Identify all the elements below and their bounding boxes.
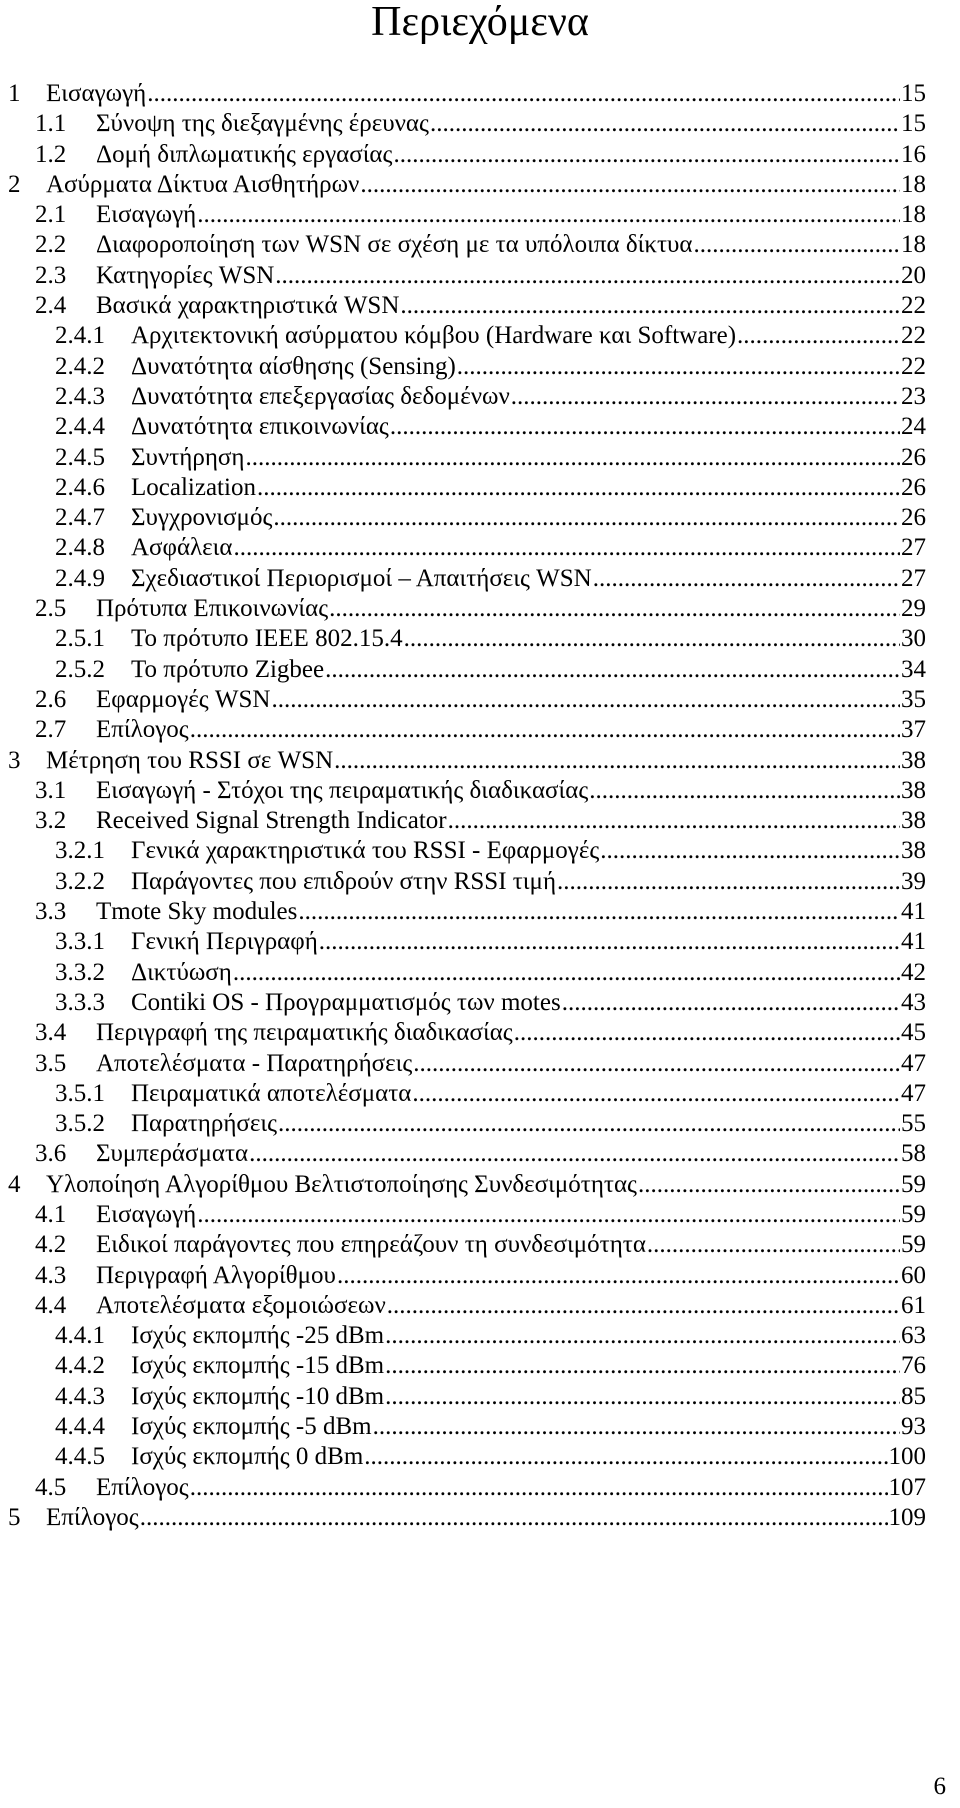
toc-entry-title: Σύνοψη της διεξαγμένης έρευνας	[96, 110, 429, 138]
toc-entry-title: Ασφάλεια	[131, 534, 233, 562]
toc-entry-page: 26	[901, 443, 926, 471]
toc-entry-page: 43	[901, 988, 926, 1016]
dot-leader	[329, 594, 900, 624]
toc-entry-page: 35	[901, 685, 926, 713]
toc-entry-number: 4.1	[35, 1200, 67, 1228]
toc-entry-page: 100	[888, 1443, 926, 1471]
toc-entry-number: 1	[8, 80, 21, 107]
dot-leader	[197, 200, 900, 230]
toc-entry-line	[131, 443, 926, 473]
toc-entry-page: 38	[901, 746, 926, 774]
toc-entry-number: 3.5	[35, 1049, 67, 1077]
toc-entry-line	[131, 624, 926, 654]
toc-entry[interactable]	[0, 958, 960, 988]
dot-leader	[638, 1170, 900, 1200]
toc-entry-page: 38	[901, 776, 926, 804]
toc-entry-title: Επίλογος	[96, 1473, 189, 1501]
toc-entry-number: 2.4.6	[55, 473, 105, 501]
toc-entry-title: Δυνατότητα επεξεργασίας δεδομένων	[131, 382, 510, 410]
toc-entry-page: 20	[901, 261, 926, 289]
toc-entry[interactable]	[0, 1382, 960, 1412]
toc-entry[interactable]	[0, 715, 960, 745]
toc-entry-line	[131, 321, 926, 351]
toc-entry-page: 76	[901, 1352, 926, 1380]
toc-entry[interactable]	[0, 140, 960, 170]
toc-entry-line	[96, 1200, 926, 1230]
toc-entry-line	[131, 1321, 926, 1351]
toc-entry-page: 109	[888, 1503, 926, 1531]
toc-entry-number: 2.4.8	[55, 534, 105, 562]
toc-entry-number: 3.2.2	[55, 867, 105, 895]
toc-entry-number: 4.4.2	[55, 1352, 105, 1380]
toc-entry[interactable]	[0, 109, 960, 139]
toc-entry-number: 4.4.3	[55, 1382, 105, 1410]
toc-entry-number: 2.4.1	[55, 322, 105, 350]
toc-entry-title: Ισχύς εκπομπής -5 dBm	[131, 1413, 372, 1441]
toc-entry-page: 58	[901, 1140, 926, 1168]
toc-entry-number: 3.5.1	[55, 1079, 105, 1107]
toc-entry-line	[96, 806, 926, 836]
toc-entry-line	[131, 564, 926, 594]
toc-entry-line	[131, 473, 926, 503]
toc-entry-title: Κατηγορίες WSN	[96, 261, 275, 289]
toc-entry-line	[96, 140, 926, 170]
toc-entry-line	[96, 291, 926, 321]
toc-entry-number: 2.2	[35, 231, 67, 259]
toc-entry-line	[131, 1351, 926, 1381]
toc-entry-line	[96, 1139, 926, 1169]
toc-entry-page: 38	[901, 807, 926, 835]
toc-entry-page: 63	[901, 1322, 926, 1350]
dot-leader	[190, 1473, 888, 1503]
toc-entry-number: 2.7	[35, 716, 67, 744]
toc-entry-page: 22	[901, 352, 926, 380]
toc-entry-title: Αρχιτεκτονική ασύρματου κόμβου (Hardware και Software)	[131, 322, 737, 350]
toc-entry-page: 38	[901, 837, 926, 865]
toc-entry-line	[131, 352, 926, 382]
dot-leader	[593, 564, 900, 594]
dot-leader	[413, 1049, 900, 1079]
toc-entry[interactable]	[0, 412, 960, 442]
toc-entry-line	[96, 1473, 926, 1503]
dot-leader	[319, 927, 900, 957]
toc-entry[interactable]	[0, 806, 960, 836]
toc-entry-line	[96, 1291, 926, 1321]
toc-entry-page: 59	[901, 1200, 926, 1228]
toc-entry-title: Αποτελέσματα - Παρατηρήσεις	[96, 1049, 413, 1077]
toc-entry-line	[131, 1382, 926, 1412]
toc-entry-line	[46, 79, 926, 109]
toc-entry-line	[131, 927, 926, 957]
toc-entry-title: Localization	[131, 473, 256, 501]
dot-leader	[385, 1382, 900, 1412]
dot-leader	[234, 533, 900, 563]
toc-entry-number: 2.4.3	[55, 382, 105, 410]
dot-leader	[390, 412, 900, 442]
toc-entry-line	[131, 1079, 926, 1109]
toc-entry-title: Συμπεράσματα	[96, 1140, 249, 1168]
toc-entry-number: 2.4.7	[55, 504, 105, 532]
toc-entry-page: 47	[901, 1079, 926, 1107]
dot-leader	[257, 473, 900, 503]
toc-entry-number: 2.4.2	[55, 352, 105, 380]
toc-entry-number: 2.5	[35, 595, 67, 623]
toc-entry-title: Το πρότυπο Zigbee	[131, 655, 325, 683]
toc-entry-page: 59	[901, 1170, 926, 1198]
toc-entry[interactable]	[0, 1139, 960, 1169]
toc-entry-title: Ισχύς εκπομπής -10 dBm	[131, 1382, 385, 1410]
toc-entry-number: 2.6	[35, 685, 67, 713]
toc-entry[interactable]	[0, 1079, 960, 1109]
toc-entry-title: Αποτελέσματα εξομοιώσεων	[96, 1291, 386, 1319]
toc-entry[interactable]	[0, 503, 960, 533]
dot-leader	[514, 1018, 900, 1048]
toc-entry-title: Επίλογος	[46, 1503, 139, 1531]
toc-entry[interactable]	[0, 533, 960, 563]
toc-entry-page: 23	[901, 382, 926, 410]
toc-entry-line	[96, 261, 926, 291]
toc-entry-page: 42	[901, 958, 926, 986]
toc-entry[interactable]	[0, 1018, 960, 1048]
toc-entry-number: 1.1	[35, 110, 67, 138]
toc-entry-title: Δικτύωση	[131, 958, 232, 986]
toc-entry[interactable]	[0, 200, 960, 230]
toc-entry[interactable]	[0, 1412, 960, 1442]
dot-leader	[334, 746, 900, 776]
toc-entry-page: 18	[901, 201, 926, 229]
toc-entry-page: 24	[901, 413, 926, 441]
toc-entry-line	[96, 594, 926, 624]
toc-entry-page: 37	[901, 716, 926, 744]
toc-entry-line	[131, 988, 926, 1018]
toc-entry-line	[131, 1109, 926, 1139]
dot-leader	[271, 685, 900, 715]
toc-entry-number: 2.4.9	[55, 564, 105, 592]
toc-entry-title: Το πρότυπο IEEE 802.15.4	[131, 625, 403, 653]
dot-leader	[190, 715, 900, 745]
toc-entry-title: Εφαρμογές WSN	[96, 685, 271, 713]
toc-entry[interactable]	[0, 170, 960, 200]
dot-leader	[140, 1503, 888, 1533]
toc-entry-number: 3.3.2	[55, 958, 105, 986]
toc-entry-number: 2.4.4	[55, 413, 105, 441]
toc-entry-line	[131, 836, 926, 866]
toc-entry-page: 41	[901, 898, 926, 926]
toc-entry[interactable]	[0, 1321, 960, 1351]
toc-entry[interactable]	[0, 655, 960, 685]
toc-entry-title: Ασύρματα Δίκτυα Αισθητήρων	[46, 170, 360, 198]
toc-entry[interactable]	[0, 776, 960, 806]
toc-entry-page: 26	[901, 504, 926, 532]
toc-entry-title: Tmote Sky modules	[96, 898, 298, 926]
dot-leader	[275, 261, 900, 291]
toc-entry-title: Συντήρηση	[131, 443, 245, 471]
toc-entry-title: Σχεδιαστικοί Περιορισμοί – Απαιτήσεις WSN	[131, 564, 592, 592]
toc-entry-line	[96, 685, 926, 715]
toc-entry-line	[96, 897, 926, 927]
dot-leader	[737, 321, 900, 351]
toc-entry-title: Δομή διπλωματικής εργασίας	[96, 140, 393, 168]
toc-entry-line	[46, 1170, 926, 1200]
toc-entry-title: Περιγραφή Αλγορίθμου	[96, 1261, 336, 1289]
toc-entry-number: 4.4.4	[55, 1413, 105, 1441]
toc-entry-line	[131, 382, 926, 412]
toc-entry-title: Ισχύς εκπομπής -15 dBm	[131, 1352, 385, 1380]
toc-entry-line	[96, 1049, 926, 1079]
toc-entry-page: 45	[901, 1019, 926, 1047]
toc-entry-line	[131, 1442, 926, 1472]
toc-entry-number: 4.4.1	[55, 1322, 105, 1350]
dot-leader	[249, 1139, 900, 1169]
toc-entry[interactable]	[0, 230, 960, 260]
toc-entry-number: 2.5.1	[55, 625, 105, 653]
toc-entry[interactable]	[0, 624, 960, 654]
toc-entry-number: 3.2	[35, 807, 67, 835]
toc-entry-title: Πειραματικά αποτελέσματα	[131, 1079, 412, 1107]
toc-entry-line	[131, 867, 926, 897]
toc-entry-title: Γενικά χαρακτηριστικά του RSSI - Εφαρμογές	[131, 837, 600, 865]
toc-entry-number: 3.6	[35, 1140, 67, 1168]
toc-entry-number: 4.4.5	[55, 1443, 105, 1471]
toc-entry-page: 16	[901, 140, 926, 168]
toc-entry-number: 3.3.1	[55, 928, 105, 956]
dot-leader	[412, 1079, 900, 1109]
toc-entry[interactable]	[0, 1473, 960, 1503]
toc-entry[interactable]	[0, 564, 960, 594]
toc-entry[interactable]	[0, 382, 960, 412]
dot-leader	[385, 1321, 900, 1351]
toc-entry-line	[131, 533, 926, 563]
toc-entry-title: Διαφοροποίηση των WSN σε σχέση με τα υπόλοιπα δίκτυα	[96, 231, 693, 259]
toc-entry[interactable]	[0, 1351, 960, 1381]
toc-entry-page: 15	[901, 80, 926, 107]
dot-leader	[393, 140, 900, 170]
toc-entry-line	[96, 1230, 926, 1260]
toc-entry-line	[96, 776, 926, 806]
toc-entry-title: Επίλογος	[96, 716, 189, 744]
toc-entry-page: 15	[901, 110, 926, 138]
toc-entry[interactable]	[0, 473, 960, 503]
toc-entry-title: Εισαγωγή	[96, 201, 197, 229]
dot-leader	[457, 352, 900, 382]
toc-entry[interactable]	[0, 443, 960, 473]
toc-entry-title: Παράγοντες που επιδρούν στην RSSI τιμή	[131, 867, 557, 895]
toc-entry-page: 30	[901, 625, 926, 653]
toc-entry[interactable]	[0, 1200, 960, 1230]
toc-entry-page: 61	[901, 1291, 926, 1319]
toc-entry-title: Δυνατότητα επικοινωνίας	[131, 413, 389, 441]
toc-entry-title: Ειδικοί παράγοντες που επηρεάζουν τη συνδεσιμότητα	[96, 1231, 646, 1259]
toc-entry-page: 59	[901, 1231, 926, 1259]
toc-entry-page: 18	[901, 231, 926, 259]
dot-leader	[360, 170, 900, 200]
toc-entry[interactable]	[0, 897, 960, 927]
toc-entry[interactable]	[0, 1442, 960, 1472]
toc-entry-line	[96, 715, 926, 745]
toc-entry-line	[46, 170, 926, 200]
page-title: Περιεχόμενα	[371, 0, 589, 45]
toc-entry-page: 39	[901, 867, 926, 895]
toc-entry-number: 2.1	[35, 201, 67, 229]
toc-entry-number: 3.2.1	[55, 837, 105, 865]
toc-entry[interactable]	[0, 1109, 960, 1139]
toc-entry-page: 22	[901, 322, 926, 350]
toc-entry[interactable]	[0, 836, 960, 866]
dot-leader	[337, 1261, 900, 1291]
toc-entry-page: 85	[901, 1382, 926, 1410]
toc-entry-page: 22	[901, 292, 926, 320]
dot-leader	[298, 897, 900, 927]
toc-entry-page: 26	[901, 473, 926, 501]
toc-entry-title: Ισχύς εκπομπής -25 dBm	[131, 1322, 385, 1350]
toc-entry[interactable]	[0, 927, 960, 957]
toc-entry-number: 3.3.3	[55, 988, 105, 1016]
toc-entry-page: 18	[901, 170, 926, 198]
toc-entry[interactable]	[0, 867, 960, 897]
toc-entry-number: 4	[8, 1170, 21, 1198]
toc-entry[interactable]	[0, 1230, 960, 1260]
dot-leader	[385, 1351, 900, 1381]
toc-entry-number: 4.5	[35, 1473, 67, 1501]
toc-entry-page: 41	[901, 928, 926, 956]
dot-leader	[693, 230, 900, 260]
toc-entry-number: 4.3	[35, 1261, 67, 1289]
toc-entry-title: Βασικά χαρακτηριστικά WSN	[96, 292, 400, 320]
toc-entry-title: Ισχύς εκπομπής 0 dBm	[131, 1443, 364, 1471]
toc-entry-title: Περιγραφή της πειραματικής διαδικασίας	[96, 1019, 513, 1047]
toc-entry-number: 2.4.5	[55, 443, 105, 471]
toc-entry-title: Μέτρηση του RSSI σε WSN	[46, 746, 334, 774]
toc-entry-number: 3.4	[35, 1019, 67, 1047]
toc-entry-number: 2	[8, 170, 21, 198]
toc-entry-page: 55	[901, 1110, 926, 1138]
page-number: 6	[933, 1773, 946, 1800]
toc-entry-line	[96, 1018, 926, 1048]
dot-leader	[430, 109, 900, 139]
dot-leader	[600, 836, 900, 866]
toc-entry-line	[131, 412, 926, 442]
toc-entry-number: 3.3	[35, 898, 67, 926]
dot-leader	[278, 1109, 900, 1139]
toc-entry-title: Received Signal Strength Indicator	[96, 807, 447, 835]
toc-entry[interactable]	[0, 1291, 960, 1321]
toc-entry[interactable]	[0, 291, 960, 321]
toc-entry-line	[96, 109, 926, 139]
toc-entry[interactable]	[0, 1170, 960, 1200]
toc-entry-number: 2.4	[35, 292, 67, 320]
toc-entry-line	[96, 230, 926, 260]
toc-entry-line	[46, 1503, 926, 1533]
toc-entry[interactable]	[0, 594, 960, 624]
toc-entry-number: 2.3	[35, 261, 67, 289]
toc-entry-line	[131, 1412, 926, 1442]
toc-entry-title: Συγχρονισμός	[131, 504, 273, 532]
dot-leader	[273, 503, 900, 533]
dot-leader	[364, 1442, 887, 1472]
dot-leader	[147, 79, 900, 109]
toc-entry-number: 2.5.2	[55, 655, 105, 683]
toc-entry[interactable]	[0, 988, 960, 1018]
toc-entry-page: 27	[901, 564, 926, 592]
dot-leader	[400, 291, 900, 321]
toc-entry-line	[96, 200, 926, 230]
toc-entry-line	[131, 503, 926, 533]
toc-entry-number: 5	[8, 1503, 21, 1531]
toc-entry-title: Εισαγωγή	[96, 1200, 197, 1228]
table-of-contents	[0, 79, 960, 1533]
dot-leader	[647, 1230, 900, 1260]
toc-entry[interactable]	[0, 685, 960, 715]
toc-entry-number: 1.2	[35, 140, 67, 168]
dot-leader	[511, 382, 900, 412]
toc-entry-page: 29	[901, 595, 926, 623]
toc-entry-page: 93	[901, 1413, 926, 1441]
dot-leader	[197, 1200, 900, 1230]
toc-entry-title: Παρατηρήσεις	[131, 1110, 277, 1138]
toc-entry-line	[131, 958, 926, 988]
toc-entry-number: 3.1	[35, 776, 67, 804]
toc-entry-title: Πρότυπα Επικοινωνίας	[96, 595, 329, 623]
dot-leader	[373, 1412, 900, 1442]
toc-entry[interactable]	[0, 1261, 960, 1291]
dot-leader	[404, 624, 900, 654]
toc-entry-line	[131, 655, 926, 685]
toc-entry[interactable]	[0, 321, 960, 351]
toc-entry[interactable]	[0, 352, 960, 382]
toc-entry-title: Εισαγωγή	[46, 80, 147, 107]
toc-entry-page: 27	[901, 534, 926, 562]
toc-entry-line	[96, 1261, 926, 1291]
toc-entry[interactable]	[0, 79, 960, 109]
toc-entry-number: 3	[8, 746, 21, 774]
toc-entry-number: 3.5.2	[55, 1110, 105, 1138]
toc-entry-page: 47	[901, 1049, 926, 1077]
toc-entry-title: Υλοποίηση Αλγορίθμου Βελτιστοποίησης Συνδεσιμότητας	[46, 1170, 637, 1198]
toc-entry-page: 60	[901, 1261, 926, 1289]
toc-entry[interactable]	[0, 1049, 960, 1079]
toc-entry-page: 34	[901, 655, 926, 683]
dot-leader	[245, 443, 900, 473]
toc-entry-number: 4.2	[35, 1231, 67, 1259]
dot-leader	[589, 776, 900, 806]
dot-leader	[387, 1291, 900, 1321]
dot-leader	[233, 958, 900, 988]
toc-entry-line	[46, 746, 926, 776]
toc-entry[interactable]	[0, 1503, 960, 1533]
dot-leader	[562, 988, 900, 1018]
dot-leader	[557, 867, 900, 897]
toc-entry-title: Εισαγωγή - Στόχοι της πειραματικής διαδικασίας	[96, 776, 589, 804]
toc-entry[interactable]	[0, 261, 960, 291]
toc-entry-title: Δυνατότητα αίσθησης (Sensing)	[131, 352, 456, 380]
toc-entry-page: 107	[888, 1473, 926, 1501]
dot-leader	[448, 806, 900, 836]
toc-entry-title: Contiki OS - Προγραμματισμός των motes	[131, 988, 561, 1016]
dot-leader	[325, 655, 900, 685]
toc-entry[interactable]	[0, 746, 960, 776]
toc-entry-title: Γενική Περιγραφή	[131, 928, 318, 956]
toc-entry-number: 4.4	[35, 1291, 67, 1319]
